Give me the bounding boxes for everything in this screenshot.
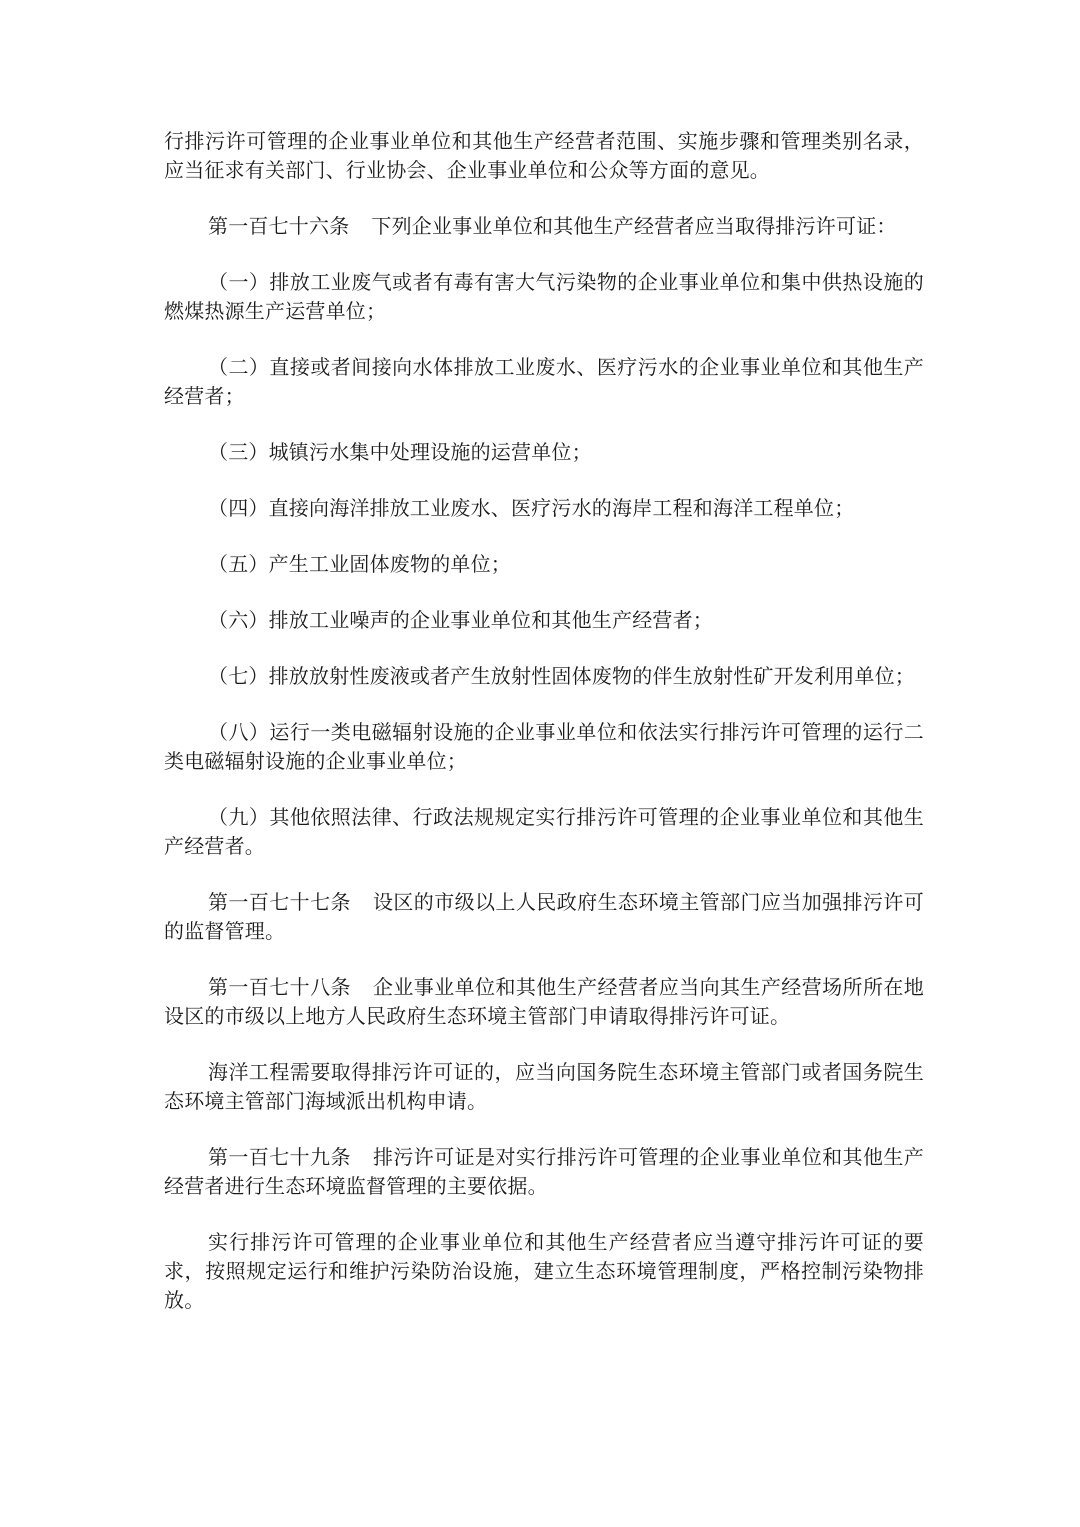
article-text: 排污许可证是对实行排污许可管理的企业事业单位和其他生产经营者进行生态环境监督管理的主要依据。 <box>164 1145 924 1198</box>
article-number: 第一百七十九条 <box>208 1145 351 1169</box>
list-item <box>164 662 924 691</box>
article-number: 第一百七十六条 <box>208 214 350 238</box>
article-177 <box>164 888 924 946</box>
article-178 <box>164 973 924 1031</box>
body-paragraph <box>164 1058 924 1116</box>
body-paragraph <box>164 1228 924 1315</box>
article-text: 下列企业事业单位和其他生产经营者应当取得排污许可证： <box>371 214 897 238</box>
list-item-text: （七）排放放射性废液或者产生放射性固体废物的伴生放射性矿开发利用单位； <box>208 664 915 688</box>
list-item <box>164 803 924 861</box>
paragraph-continuation <box>164 127 924 185</box>
article-text: 企业事业单位和其他生产经营者应当向其生产经营场所所在地设区的市级以上地方人民政府生态环境主管部门申请取得排污许可证。 <box>164 975 924 1028</box>
document-body <box>164 127 924 1342</box>
list-item <box>164 268 924 326</box>
article-number: 第一百七十七条 <box>208 890 351 914</box>
list-item <box>164 606 924 635</box>
list-item <box>164 438 924 467</box>
article-179 <box>164 1143 924 1201</box>
list-item-text: （六）排放工业噪声的企业事业单位和其他生产经营者； <box>208 608 713 632</box>
article-number: 第一百七十八条 <box>208 975 351 999</box>
paragraph-text: 海洋工程需要取得排污许可证的，应当向国务院生态环境主管部门或者国务院生态环境主管部门海域派出机构申请。 <box>164 1060 924 1113</box>
list-item-text: （五）产生工业固体废物的单位； <box>208 552 511 576</box>
list-item <box>164 494 924 523</box>
list-item <box>164 353 924 411</box>
paragraph-text: 行排污许可管理的企业事业单位和其他生产经营者范围、实施步骤和管理类别名录，应当征求有关部门、行业协会、企业事业单位和公众等方面的意见。 <box>164 129 924 182</box>
list-item <box>164 550 924 579</box>
paragraph-text: 实行排污许可管理的企业事业单位和其他生产经营者应当遵守排污许可证的要求，按照规定运行和维护污染防治设施，建立生态环境管理制度，严格控制污染物排放。 <box>164 1230 924 1312</box>
list-item-text: （九）其他依照法律、行政法规规定实行排污许可管理的企业事业单位和其他生产经营者。 <box>164 805 924 858</box>
list-item <box>164 718 924 776</box>
list-item-text: （八）运行一类电磁辐射设施的企业事业单位和依法实行排污许可管理的运行二类电磁辐射设施的企业事业单位； <box>164 720 924 773</box>
list-item-text: （二）直接或者间接向水体排放工业废水、医疗污水的企业事业单位和其他生产经营者； <box>164 355 924 408</box>
article-text: 设区的市级以上人民政府生态环境主管部门应当加强排污许可的监督管理。 <box>164 890 924 943</box>
list-item-text: （四）直接向海洋排放工业废水、医疗污水的海岸工程和海洋工程单位； <box>208 496 855 520</box>
list-item-text: （三）城镇污水集中处理设施的运营单位； <box>208 440 592 464</box>
list-item-text: （一）排放工业废气或者有毒有害大气污染物的企业事业单位和集中供热设施的燃煤热源生产运营单位； <box>164 270 924 323</box>
article-176 <box>164 212 924 241</box>
